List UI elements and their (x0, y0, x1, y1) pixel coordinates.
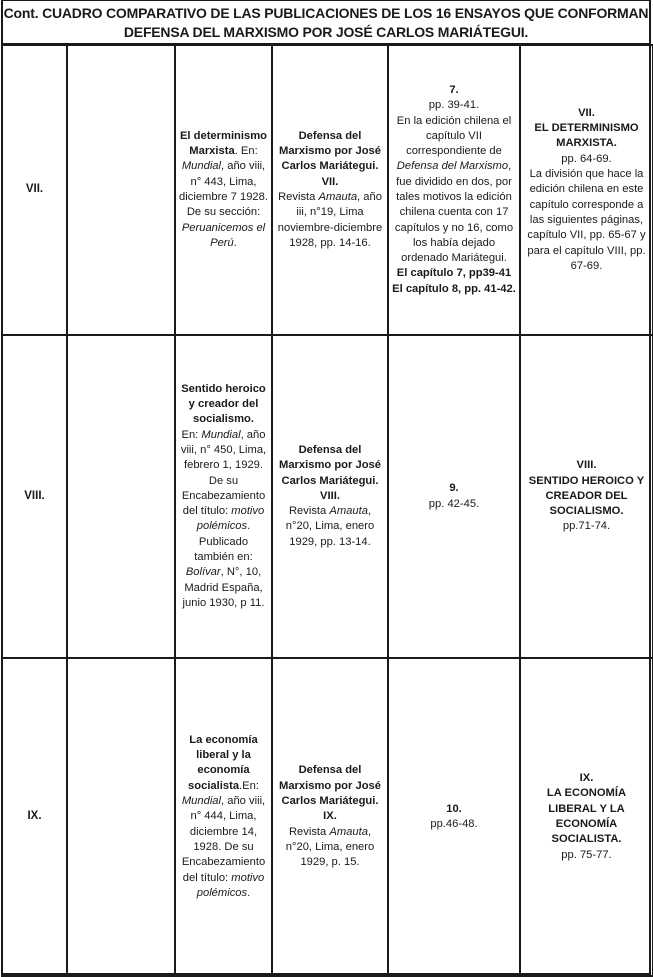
mundial-cell: El determinismo Marxista. En: Mundial, año viii, n° 443, Lima, diciembre 7 1928. De su sección: Peruanicemos el Perú. (175, 45, 272, 335)
mundial-cell: Sentido heroico y creador del socialismo. En: Mundial, año viii, n° 450, Lima, febrero 1, 1929. De su Encabezamiento del título: motivo polémicos. Publicado también en: Bolívar, N°, 10, Madrid España, junio 1930, p 11. (175, 335, 272, 658)
title-line-1: Cont. CUADRO COMPARATIVO DE LAS PUBLICACIONES DE LOS 16 ENSAYOS QUE CONFORMAN (3, 5, 649, 21)
chilean-edition-cell: 7. pp. 39-41. En la edición chilena el capítulo VII correspondiente de Defensa del Marxismo, fue dividido en dos, por tales motivos la edición chilena cuenta con 17 capítulos y no 16, como los había dejado ordenado Mariátegui. El capítulo 7, pp39-41 El capítulo 8, pp. 41-42. (388, 45, 520, 335)
mundial-cell: La economía liberal y la economía socialista.En: Mundial, año viii, n° 444, Lima, diciembre 14, 1928. De su Encabezamiento del título: motivo polémicos. (175, 658, 272, 976)
comparison-table (1, 44, 653, 977)
empty-cell (67, 335, 175, 658)
chapter-numeral: VII. (2, 45, 67, 335)
amauta-cell: Defensa del Marxismo por José Carlos Mariátegui. IX. Revista Amauta, n°20, Lima, enero 1929, p. 15. (272, 658, 388, 976)
amauta-cell: Defensa del Marxismo por José Carlos Mariátegui. VIII. Revista Amauta, n°20, Lima, enero 1929, pp. 13-14. (272, 335, 388, 658)
chapter-numeral: VIII. (2, 335, 67, 658)
final-edition-cell: VII. EL DETERMINISMO MARXISTA. pp. 64-69. La división que hace la edición chilena en este capítulo corresponde a las siguientes páginas, capítulo VII, pp. 65-67 y para el capítulo VIII, pp. 67-69. (520, 45, 653, 335)
table-row (2, 45, 653, 335)
table-row (2, 658, 653, 976)
empty-cell (67, 658, 175, 976)
chilean-edition-cell: 10. pp.46-48. (388, 658, 520, 976)
table-title (1, 0, 651, 45)
final-edition-cell: VIII. SENTIDO HEROICO Y CREADOR DEL SOCIALISMO. pp.71-74. (520, 335, 653, 658)
title-line-2: DEFENSA DEL MARXISMO POR JOSÉ CARLOS MARIÁTEGUI. (123, 24, 529, 40)
table-row (2, 335, 653, 658)
chilean-edition-cell: 9. pp. 42-45. (388, 335, 520, 658)
chapter-numeral: IX. (2, 658, 67, 976)
final-edition-cell: IX. LA ECONOMÍA LIBERAL Y LA ECONOMÍA SOCIALISTA. pp. 75-77. (520, 658, 653, 976)
amauta-cell: Defensa del Marxismo por José Carlos Mariátegui. VII. Revista Amauta, año iii, n°19, Lima noviembre-diciembre 1928, pp. 14-16. (272, 45, 388, 335)
empty-cell (67, 45, 175, 335)
